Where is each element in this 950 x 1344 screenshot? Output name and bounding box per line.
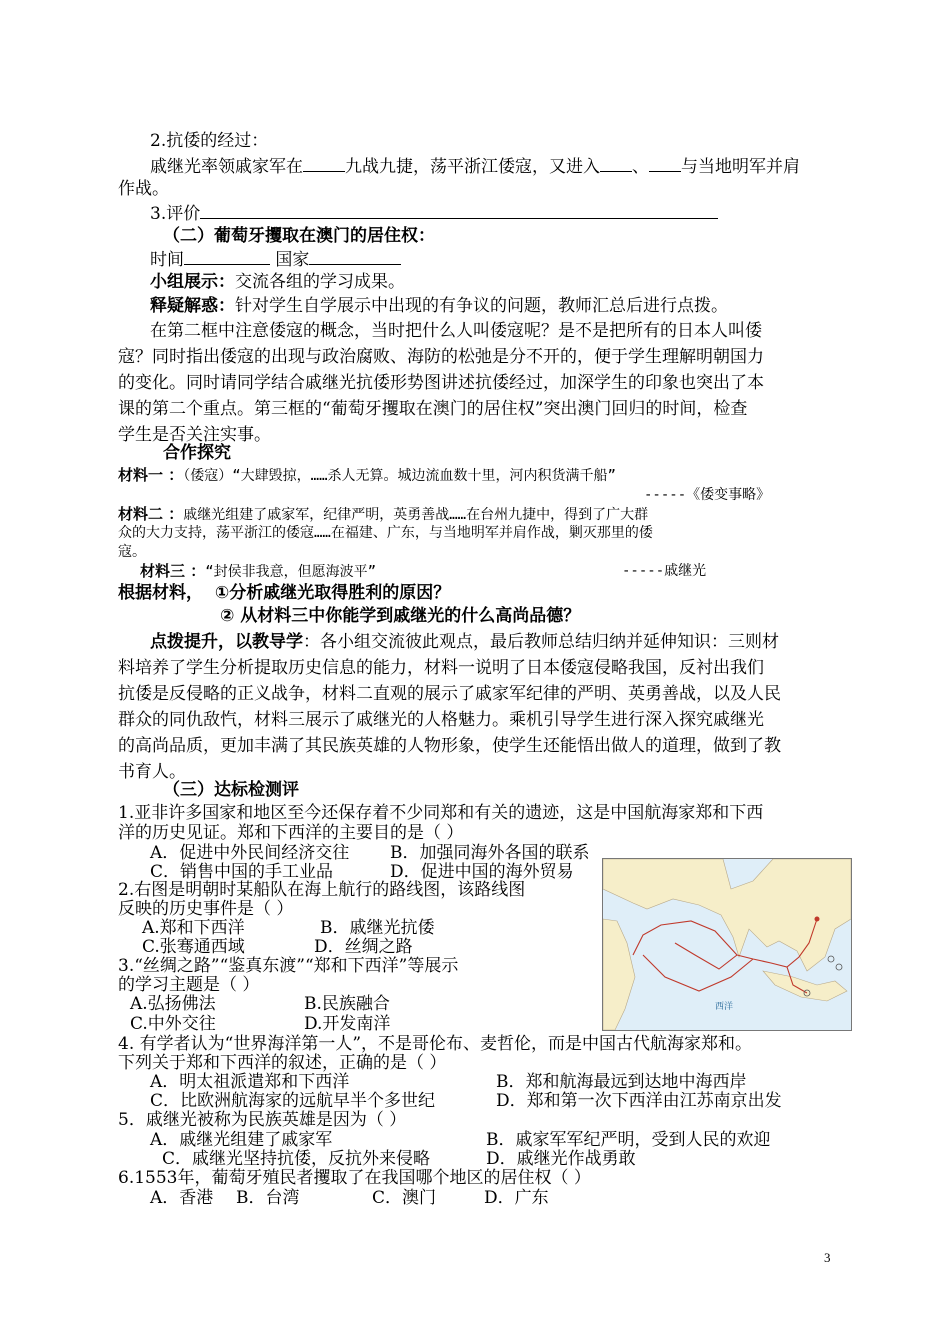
time-label: 时间 [150, 250, 184, 270]
option-a: A.弘扬佛法 [130, 994, 216, 1014]
paragraph-line: 在第二框中注意倭寇的概念，当时把什么人叫倭寇呢？是不是把所有的日本人叫倭 [150, 321, 762, 341]
blank [184, 248, 270, 265]
voyage-route-map [602, 858, 852, 1031]
paragraph-line: 寇？同时指出倭寇的出现与政治腐败、海防的松弛是分不开的，便于学生理解明朝国力 [118, 347, 764, 367]
section-2-heading: （二）葡萄牙攫取在澳门的居住权： [163, 226, 435, 246]
option-d: D．促进中国的海外贸易 [390, 862, 574, 882]
quiz-q4: 下列关于郑和下西洋的叙述，正确的是（ ） [118, 1053, 447, 1073]
option-a: A．戚继光组建了戚家军 [150, 1130, 333, 1150]
quiz-q2: 2.右图是明朝时某船队在海上航行的路线图，该路线图 [118, 880, 526, 900]
quiz-q3: 的学习主题是（ ） [118, 975, 260, 995]
quiz-q1: 1.亚非许多国家和地区至今还保存着不少同郑和有关的遗迹，这是中国航海家郑和下西 [118, 803, 764, 823]
text-fragment: 与当地明军并肩 [681, 157, 800, 177]
question-2: ② 从材料三中你能学到戚继光的什么高尚品德？ [220, 606, 581, 626]
guide-line: 抗倭是反侵略的正义战争，材料二直观的展示了戚家军纪律的严明、英勇善战，以及人民 [118, 684, 781, 704]
material-3-text: “封侯非我意，但愿海波平” [205, 564, 377, 580]
group-show-line [150, 271, 405, 293]
group-show-label: 小组展示： [150, 272, 235, 292]
blank [600, 155, 632, 172]
option-c: C．戚继光坚持抗倭，反抗外来侵略 [162, 1149, 431, 1169]
option-c: C.张骞通西域 [142, 937, 245, 957]
guide-line: 书育人。 [118, 762, 186, 782]
option-b: B．台湾 [236, 1188, 300, 1208]
option-b: B．郑和航海最远到达地中海西岸 [496, 1072, 747, 1092]
guide-line: 的高尚品质，更加丰满了其民族英雄的人物形象，使学生还能悟出做人的道理，做到了教 [118, 736, 781, 756]
option-c: C.中外交往 [130, 1014, 216, 1034]
explain-label: 释疑解惑： [150, 296, 235, 316]
quiz-q2: 反映的历史事件是（ ） [118, 899, 294, 919]
option-a: A.郑和下西洋 [142, 918, 245, 938]
explain-text: 针对学生自学展示中出现的有争议的问题，教师汇总后进行点拨。 [235, 296, 728, 316]
map-sea-label: 西洋 [715, 1002, 734, 1012]
quiz-q1: 洋的历史见证。郑和下西洋的主要目的是（ ） [118, 823, 464, 843]
item-3-label: 3.评价 [150, 204, 201, 224]
blank [649, 155, 681, 172]
option-a: A．明太祖派遣郑和下西洋 [150, 1072, 350, 1092]
option-c: C．比欧洲航海家的远航早半个多世纪 [150, 1091, 436, 1111]
question-1: ①分析戚继光取得胜利的原因？ [214, 583, 451, 603]
material-2-text: 寇。 [118, 544, 146, 560]
option-b: B．戚家军军纪严明，受到人民的欢迎 [486, 1130, 771, 1150]
material-1-line [118, 464, 616, 487]
option-d: D．郑和第一次下西洋由江苏南京出发 [496, 1091, 782, 1111]
material-1-source: -----《倭变事略》 [644, 487, 771, 503]
time-country-line [150, 248, 401, 271]
material-1-text: （倭寇）“大肆毁掠，……杀人无算。城边流血数十里，河内积货满千船” [183, 468, 616, 484]
route-map-svg [603, 859, 851, 1030]
question-line-1 [118, 582, 450, 604]
material-1-label: 材料一 ： [118, 466, 184, 484]
option-c: C．澳门 [372, 1188, 437, 1208]
paragraph-line: 学生是否关注实事。 [118, 425, 271, 445]
page-number: 3 [824, 1250, 831, 1265]
paragraph-line: 的变化。同时请同学结合戚继光抗倭形势图讲述抗倭经过，加深学生的印象也突出了本 [118, 373, 764, 393]
item-3-line [150, 202, 718, 225]
guide-text: ：各小组交流彼此观点，最后教师总结归纳并延伸知识：三则材 [303, 632, 779, 652]
text-fragment: 九战九捷，荡平浙江倭寇，又进入 [345, 157, 600, 177]
option-d: D．丝绸之路 [314, 937, 413, 957]
item-2-text-end: 作战。 [118, 179, 169, 199]
text-fragment: 、 [632, 157, 649, 177]
item-2-text [150, 155, 800, 178]
quiz-q3: 3.“丝绸之路”“鉴真东渡”“郑和下西洋”等展示 [118, 956, 459, 976]
option-d: D．戚继光作战勇敢 [486, 1149, 636, 1169]
explore-heading: 合作探究 [163, 443, 231, 463]
material-2-text: 众的大力支持，荡平浙江的倭寇……在福建、广东，与当地明军并肩作战，剿灭那里的倭 [118, 525, 653, 541]
option-a: A．香港 [150, 1188, 214, 1208]
material-3-line [140, 560, 376, 583]
material-3-label: 材料三 ： [140, 562, 206, 580]
quiz-q6: 6.1553年，葡萄牙殖民者攫取了在我国哪个地区的居住权（ ） [118, 1168, 591, 1188]
question-intro: 根据材料， [118, 583, 203, 603]
guide-line [150, 631, 779, 653]
quiz-heading: （三）达标检测评 [163, 780, 299, 800]
material-2-label: 材料二 ： [118, 505, 184, 523]
guide-line: 群众的同仇敌忾，材料三展示了戚继光的人格魅力。乘机引导学生进行深入探究戚继光 [118, 710, 764, 730]
blank [303, 155, 345, 172]
paragraph-line: 课的第二个重点。第三框的“葡萄牙攫取在澳门的居住权”突出澳门回归的时间，检查 [118, 399, 748, 419]
guide-line: 料培养了学生分析提取历史信息的能力，材料一说明了日本倭寇侵略我国，反衬出我们 [118, 658, 764, 678]
option-d: D.开发南洋 [304, 1014, 391, 1034]
option-a: A．促进中外民间经济交往 [150, 843, 350, 863]
option-c: C．销售中国的手工业品 [150, 862, 334, 882]
text-fragment: 戚继光率领戚家军在 [150, 157, 303, 177]
blank [309, 248, 401, 265]
option-d: D．广东 [484, 1188, 549, 1208]
blank [200, 202, 718, 219]
material-3-source: -----戚继光 [622, 563, 707, 579]
group-show-text: 交流各组的学习成果。 [235, 272, 405, 292]
item-2-title: 2.抗倭的经过： [150, 131, 269, 151]
material-2-text: 戚继光组建了戚家军，纪律严明，英勇善战……在台州九捷中，得到了广大群 [183, 507, 649, 523]
quiz-q5: 5．戚继光被称为民族英雄是因为（ ） [118, 1110, 407, 1130]
option-b: B．戚继光抗倭 [320, 918, 435, 938]
quiz-q4: 4. 有学者认为“世界海洋第一人”，不是哥伦布、麦哲伦，而是中国古代航海家郑和。 [118, 1034, 753, 1054]
option-b: B．加强同海外各国的联系 [390, 843, 590, 863]
option-b: B.民族融合 [304, 994, 390, 1014]
explain-line [150, 295, 728, 317]
country-label: 国家 [275, 250, 310, 270]
guide-label: 点拨提升，以教导学 [150, 632, 303, 652]
